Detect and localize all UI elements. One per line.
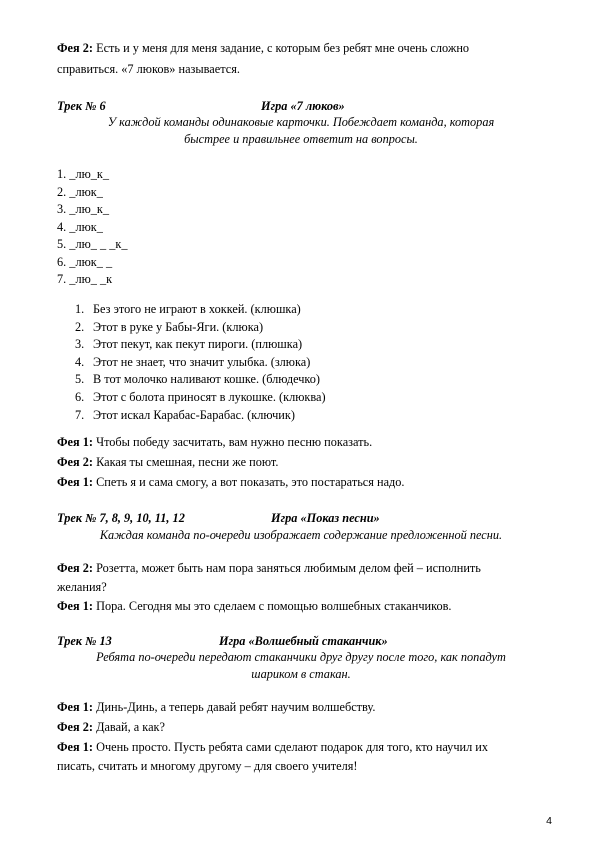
page-number: 4 xyxy=(546,815,552,827)
description-line: Ребята по-очереди передают стаканчики друг другу после того, как попадут xyxy=(96,650,506,664)
dialogue-line xyxy=(57,599,451,614)
puzzle-item: 4. _люк_ xyxy=(57,219,103,234)
dialogue-line xyxy=(57,475,405,490)
description-line: У каждой команды одинаковые карточки. Побеждает команда, которая xyxy=(107,115,495,129)
speaker-label: Фея 1: xyxy=(57,599,93,613)
puzzle-item: 7. _лю_ _к xyxy=(57,272,113,286)
riddle-text: В тот молочко наливают кошке. (блюдечко) xyxy=(93,372,321,387)
riddle-text: Этот в руке у Бабы-Яги. (клюка) xyxy=(93,319,264,334)
speaker-label: Фея 2: xyxy=(57,41,93,55)
dialogue-text: Чтобы победу засчитать, вам нужно песню показать. xyxy=(93,435,373,449)
riddle-text: Этот с болота приносят в лукошке. (клюква) xyxy=(93,389,326,404)
game-title: Игра «Показ песни» xyxy=(271,511,380,525)
description-line: Каждая команда по-очереди изображает содержание предложенной песни. xyxy=(99,528,503,542)
dialogue-text: Давай, а как? xyxy=(93,720,165,734)
game-description xyxy=(52,527,550,544)
speaker-label: Фея 1: xyxy=(57,700,93,714)
dialogue-continuation: писать, считать и многому другому – для своего учителя! xyxy=(57,759,358,773)
dialogue-line xyxy=(57,740,488,755)
speaker-label: Фея 2: xyxy=(57,720,93,734)
puzzle-list xyxy=(57,166,128,289)
dialogue-text: Пора. Сегодня мы это сделаем с помощью волшебных стаканчиков. xyxy=(93,599,452,613)
riddle-item xyxy=(75,354,326,372)
riddle-number: 4. xyxy=(75,354,85,369)
dialogue-line xyxy=(57,720,165,735)
dialogue-continuation: справиться. «7 люков» называется. xyxy=(57,62,240,76)
dialogue-text: Есть и у меня для меня задание, с которым без ребят мне очень сложно xyxy=(93,41,470,55)
riddle-number: 3. xyxy=(75,337,85,352)
dialogue-line xyxy=(57,41,469,56)
riddle-item xyxy=(75,301,326,319)
riddle-number: 2. xyxy=(75,319,85,334)
dialogue-line xyxy=(57,561,481,576)
puzzle-item: 3. _лю_к_ xyxy=(57,202,110,216)
riddle-item xyxy=(75,336,326,354)
description-line: быстрее и правильнее ответит на вопросы. xyxy=(184,132,418,146)
game-title: Игра «7 люков» xyxy=(261,99,345,113)
track-number: Трек № 13 xyxy=(57,634,112,648)
game-title: Игра «Волшебный стаканчик» xyxy=(219,634,388,648)
riddle-item xyxy=(75,389,326,407)
dialogue-text: Спеть я и сама смогу, а вот показать, это постараться надо. xyxy=(93,475,405,489)
riddle-item xyxy=(75,319,326,337)
game-description xyxy=(52,649,550,683)
dialogue-text: Динь-Динь, а теперь давай ребят научим волшебству. xyxy=(93,700,376,714)
riddle-number: 7. xyxy=(75,407,85,422)
puzzle-item: 5. _лю_ _ _к_ xyxy=(57,237,128,251)
dialogue-text: Очень просто. Пусть ребята сами сделают подарок для того, кто научил их xyxy=(93,740,489,754)
dialogue-line xyxy=(57,700,375,715)
riddle-text: Без этого не играют в хоккей. (клюшка) xyxy=(93,302,301,316)
speaker-label: Фея 1: xyxy=(57,435,93,449)
dialogue-text: Розетта, может быть нам пора заняться любимым делом фей – исполнить xyxy=(93,561,481,575)
dialogue-line xyxy=(57,435,372,450)
riddle-text: Этот пекут, как пекут пироги. (плюшка) xyxy=(93,337,303,352)
track-number: Трек № 6 xyxy=(57,99,106,113)
speaker-label: Фея 1: xyxy=(57,740,93,754)
game-description xyxy=(52,114,550,148)
riddle-text: Этот искал Карабас-Барабас. (ключик) xyxy=(93,407,295,422)
track-number: Трек № 7, 8, 9, 10, 11, 12 xyxy=(57,511,185,525)
speaker-label: Фея 2: xyxy=(57,455,93,469)
puzzle-item: 1. _лю_к_ xyxy=(57,167,110,181)
puzzle-item: 6. _люк_ _ xyxy=(57,254,113,269)
riddle-number: 6. xyxy=(75,389,85,404)
riddle-item xyxy=(75,407,326,425)
description-line: шариком в стакан. xyxy=(251,667,351,681)
riddle-list xyxy=(75,301,326,424)
dialogue-continuation: желания? xyxy=(57,580,107,594)
speaker-label: Фея 2: xyxy=(57,561,93,575)
riddle-text: Этот не знает, что значит улыбка. (злюка) xyxy=(93,354,311,369)
puzzle-item: 2. _люк_ xyxy=(57,184,103,199)
dialogue-line xyxy=(57,455,278,470)
speaker-label: Фея 1: xyxy=(57,475,93,489)
dialogue-text: Какая ты смешная, песни же поют. xyxy=(93,455,279,469)
riddle-number: 1. xyxy=(75,302,85,316)
riddle-number: 5. xyxy=(75,372,85,387)
riddle-item xyxy=(75,371,326,389)
